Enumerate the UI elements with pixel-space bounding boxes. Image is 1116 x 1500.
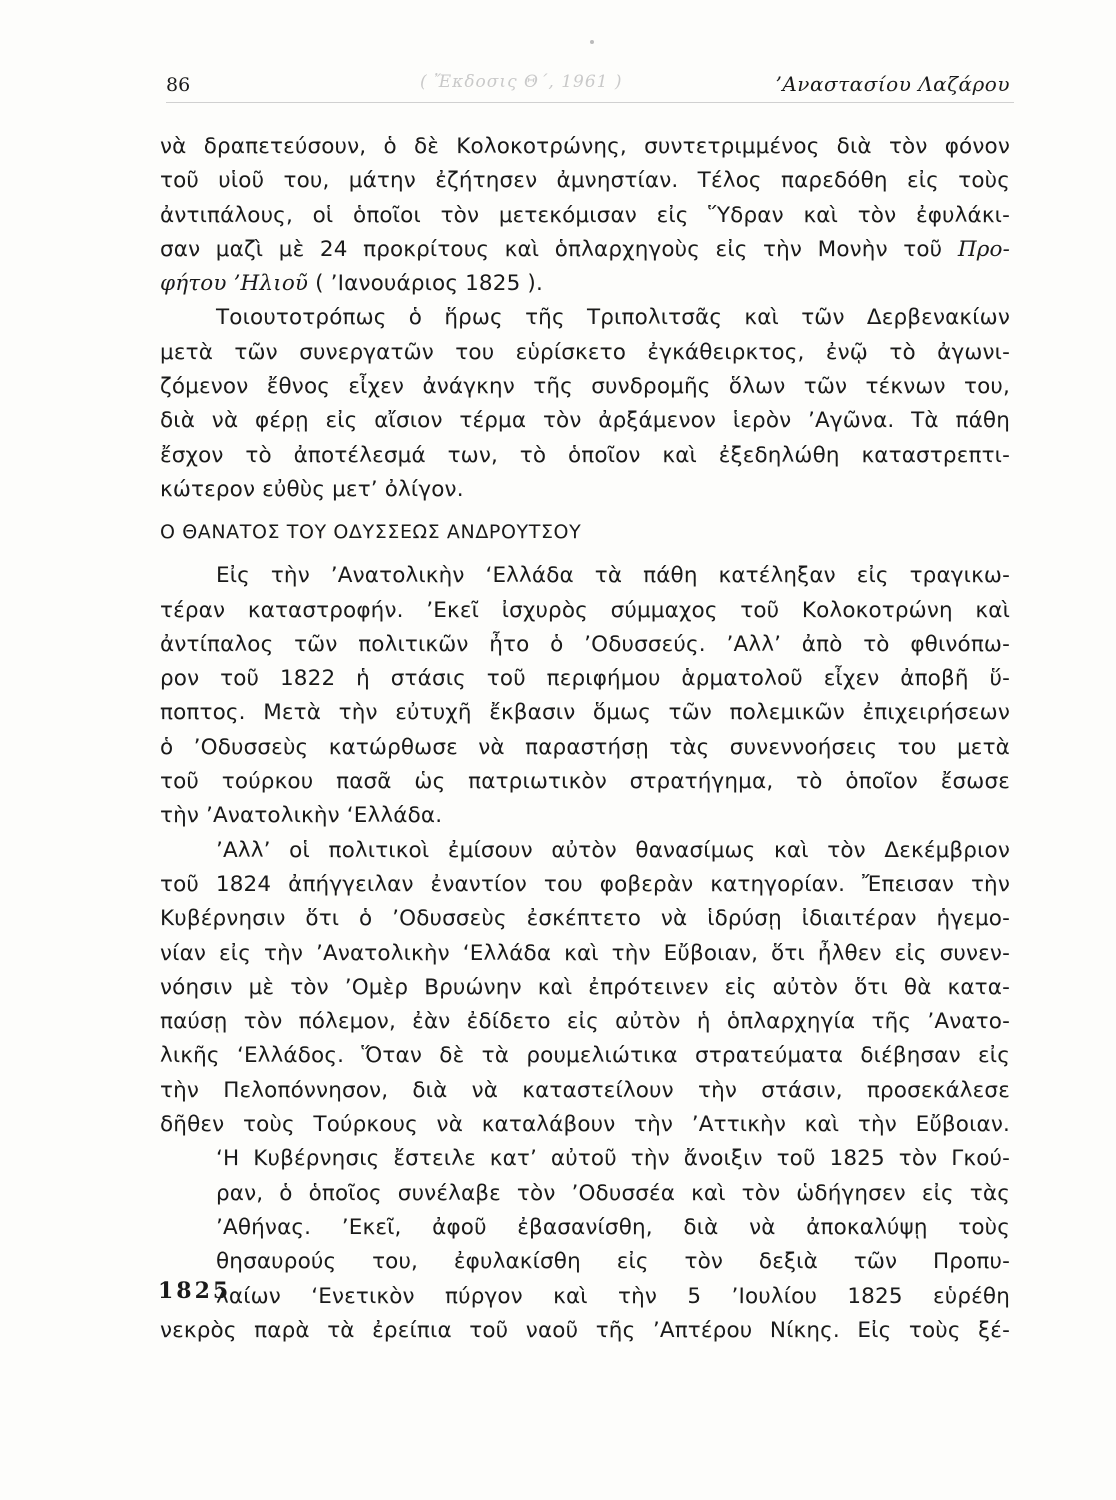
text-line: Κυβέρνησιν ὅτι ὁ ’Οδυσσεὺς ἐσκέπτετο νὰ ἱδρύσῃ ἰδιαιτέραν ἡγεμο- — [160, 906, 1010, 932]
text-line: ’Αθήνας. ’Εκεῖ, ἀφοῦ ἐβασανίσθη, διὰ νὰ ἀποκαλύψῃ τοὺς — [216, 1214, 1010, 1240]
bleed-through-text: ( Ἔκδοσις Θ΄, 1961 ) — [420, 72, 623, 92]
text-line: ‘Η Κυβέρνησις ἔστειλε κατ’ αὐτοῦ τὴν ἄνοιξιν τοῦ 1825 τὸν Γκού- — [216, 1146, 1010, 1172]
text-line: λαίων ‘Ενετικὸν πύργον καὶ τὴν 5 ’Ιουλίου 1825 εὑρέθη — [216, 1283, 1010, 1309]
section-heading: Ο ΘΑΝΑΤΟΣ ΤΟΥ ΟΔΥΣΣΕΩΣ ΑΝΔΡΟΥΤΣΟΥ — [160, 521, 582, 544]
text-line: ἀντιπάλους, οἱ ὁποῖοι τὸν μετεκόμισαν εἰς Ὕδραν καὶ τὸν ἐφυλάκι- — [160, 202, 1010, 228]
text-line: Εἰς τὴν ’Ανατολικὴν ‘Ελλάδα τὰ πάθη κατέληξαν εἰς τραγικω- — [216, 563, 1010, 589]
text-line: τὴν ’Ανατολικὴν ‘Ελλάδα. — [160, 803, 443, 829]
text-line: ἔσχον τὸ ἀποτέλεσμά των, τὸ ὁποῖον καὶ ἐξεδηλώθη καταστρεπτι- — [160, 442, 1010, 468]
text-line: ὁ ’Οδυσσεὺς κατώρθωσε νὰ παραστήσῃ τὰς συνεννοήσεις του μετὰ — [160, 734, 1010, 760]
text-line: Τοιουτοτρόπως ὁ ἥρως τῆς Τριπολιτσᾶς καὶ τῶν Δερβενακίων — [216, 305, 1010, 331]
scan-speck — [590, 40, 594, 44]
text-line: ἀντίπαλος τῶν πολιτικῶν ἦτο ὁ ’Οδυσσεύς. ’Αλλ’ ἀπὸ τὸ φθινόπω- — [160, 631, 1010, 657]
text-line: τοῦ υἱοῦ του, μάτην ἐζήτησεν ἀμνηστίαν. Τέλος παρεδόθη εἰς τοὺς — [160, 168, 1010, 194]
running-head-author: ’Αναστασίου Λαζάρου — [775, 72, 1010, 96]
text-line: τοῦ τούρκου πασᾶ ὡς πατριωτικὸν στρατήγημα, τὸ ὁποῖον ἔσωσε — [160, 769, 1010, 795]
text-run: σαν μαζὶ μὲ 24 προκρίτους καὶ ὁπλαρχηγοὺς εἰς τὴν Μονὴν τοῦ — [160, 236, 943, 262]
italic-place-name: φήτου ’Ηλιοῦ — [160, 271, 309, 297]
text-line: δῆθεν τοὺς Τούρκους νὰ καταλάβουν τὴν ’Αττικὴν καὶ τὴν Εὔβοιαν. — [160, 1112, 1010, 1138]
text-line: ζόμενον ἔθνος εἶχεν ἀνάγκην τῆς συνδρομῆς ὅλων τῶν τέκνων του, — [160, 374, 1010, 400]
page-number: 86 — [166, 74, 191, 96]
text-line: ραν, ὁ ὁποῖος συνέλαβε τὸν ’Οδυσσέα καὶ τὸν ὡδήγησεν εἰς τὰς — [216, 1180, 1010, 1206]
text-line: ρον τοῦ 1822 ἡ στάσις τοῦ περιφήμου ἁρματολοῦ εἶχεν ἀποβῆ ὕ- — [160, 666, 1010, 692]
text-line: ποπτος. Μετὰ τὴν εὐτυχῆ ἔκβασιν ὅμως τῶν πολεμικῶν ἐπιχειρήσεων — [160, 700, 1010, 726]
text-line: ’Αλλ’ οἱ πολιτικοὶ ἐμίσουν αὐτὸν θανασίμως καὶ τὸν Δεκέμβριον — [216, 837, 1010, 863]
text-line: νίαν εἰς τὴν ’Ανατολικὴν ‘Ελλάδα καὶ τὴν Εὔβοιαν, ὅτι ἦλθεν εἰς συνεν- — [160, 940, 1010, 966]
text-line: θησαυρούς του, ἐφυλακίσθη εἰς τὸν δεξιὰ τῶν Προπυ- — [216, 1249, 1010, 1275]
text-line — [160, 267, 1010, 301]
text-line: κώτερον εὐθὺς μετ’ ὀλίγον. — [160, 476, 464, 502]
page-header — [166, 72, 1014, 103]
text-line: τέραν καταστροφήν. ’Εκεῖ ἰσχυρὸς σύμμαχος τοῦ Κολοκοτρώνη καὶ — [160, 597, 1010, 623]
margin-year-note: 1825 — [158, 1278, 232, 1304]
text-line: διὰ νὰ φέρῃ εἰς αἴσιον τέρμα τὸν ἀρξάμενον ἱερὸν ’Αγῶνα. Τὰ πάθη — [160, 408, 1010, 434]
text-line: τὴν Πελοπόννησον, διὰ νὰ καταστείλουν τὴν στάσιν, προσεκάλεσε — [160, 1077, 1010, 1103]
text-line: τοῦ 1824 ἀπήγγειλαν ἐναντίον του φοβερὰν κατηγορίαν. Ἔπεισαν τὴν — [160, 871, 1010, 897]
text-line: μετὰ τῶν συνεργατῶν του εὑρίσκετο ἐγκάθειρκτος, ἐνῷ τὸ ἀγωνι- — [160, 339, 1010, 365]
section-heading-block — [160, 507, 1010, 559]
text-line: παύσῃ τὸν πόλεμον, ἐὰν ἐδίδετο εἰς αὐτὸν ἡ ὁπλαρχηγία τῆς ’Ανατο- — [160, 1009, 1010, 1035]
text-line: λικῆς ‘Ελλάδος. Ὅταν δὲ τὰ ρουμελιώτικα στρατεύματα διέβησαν εἰς — [160, 1043, 1010, 1069]
text-line: νὰ δραπετεύσουν, ὁ δὲ Κολοκοτρώνης, συντετριμμένος διὰ τὸν φόνον — [160, 134, 1010, 159]
body-text — [160, 130, 1010, 1348]
italic-place-name: Προ- — [957, 236, 1011, 262]
text-line: νεκρὸς παρὰ τὰ ἐρείπια τοῦ ναοῦ τῆς ’Απτέρου Νίκης. Εἰς τοὺς ξέ- — [160, 1317, 1010, 1343]
text-run: ( ’Ιανουάριος 1825 ). — [315, 271, 543, 297]
text-line — [160, 233, 1010, 267]
text-line: νόησιν μὲ τὸν ’Ομὲρ Βρυώνην καὶ ἐπρότεινεν εἰς αὐτὸν ὅτι θὰ κατα- — [160, 974, 1010, 1000]
